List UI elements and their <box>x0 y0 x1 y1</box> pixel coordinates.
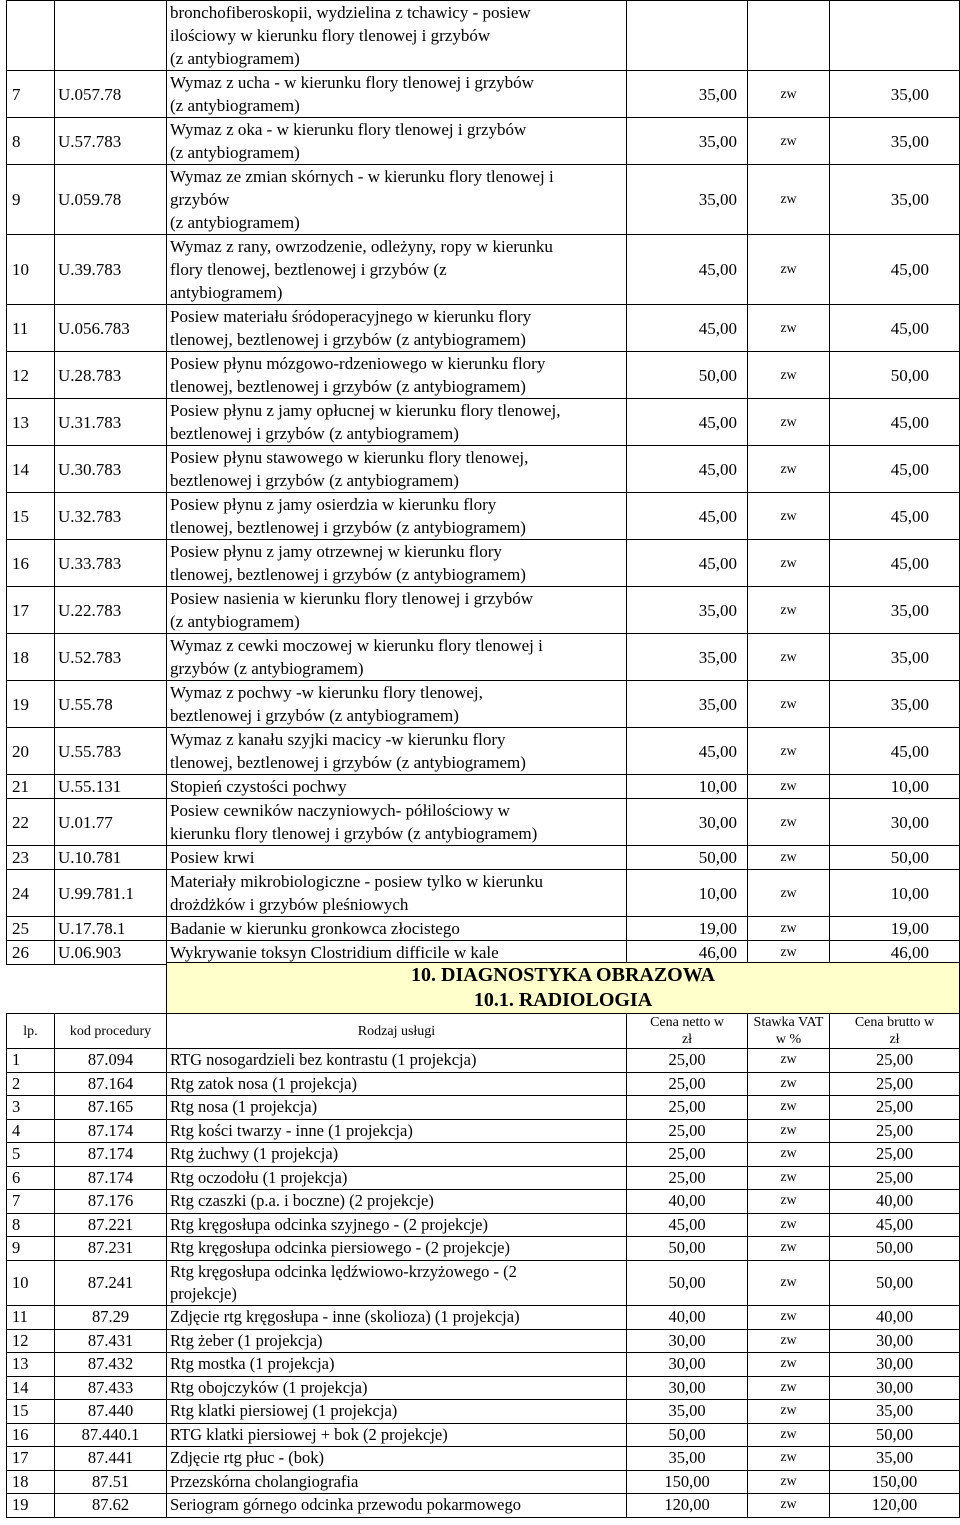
row-code: U.33.783 <box>55 540 167 587</box>
row-code: 87.440 <box>55 1400 167 1424</box>
row-price-brutto: 35,00 <box>830 1447 960 1471</box>
row-description: Przezskórna cholangiografia <box>167 1470 627 1494</box>
row-vat: zw <box>748 305 830 352</box>
table-row <box>7 1166 960 1190</box>
table-row <box>7 1143 960 1167</box>
row-price-brutto: 40,00 <box>830 1306 960 1330</box>
row-description: Wymaz z oka - w kierunku flory tlenowej i grzybów (z antybiogramem) <box>167 118 627 165</box>
row-vat: zw <box>748 1260 830 1306</box>
table-row <box>7 71 960 118</box>
row-code: U.056.783 <box>55 305 167 352</box>
table-row <box>7 352 960 399</box>
row-price-netto: 50,00 <box>627 1423 748 1447</box>
row-code: U.01.77 <box>55 799 167 846</box>
row-description: Posiew płynu z jamy opłucnej w kierunku flory tlenowej, beztlenowej i grzybów (z antybiogramem) <box>167 399 627 446</box>
row-vat: zw <box>748 1447 830 1471</box>
row-lp: 11 <box>7 305 55 352</box>
table-row <box>7 1237 960 1261</box>
row-code: U.32.783 <box>55 493 167 540</box>
row-code: 87.440.1 <box>55 1423 167 1447</box>
row-code: U.057.78 <box>55 71 167 118</box>
row-description: bronchofiberoskopii, wydzielina z tchawicy - posiew ilościowy w kierunku flory tlenowej i grzybów (z antybiogramem) <box>167 1 627 71</box>
row-code: 87.62 <box>55 1494 167 1518</box>
row-lp: 2 <box>7 1072 55 1096</box>
row-description: Rtg klatki piersiowej (1 projekcja) <box>167 1400 627 1424</box>
row-price-netto: 25,00 <box>627 1143 748 1167</box>
row-lp: 12 <box>7 352 55 399</box>
table-row <box>7 118 960 165</box>
row-vat: zw <box>748 446 830 493</box>
row-vat: zw <box>748 1213 830 1237</box>
row-price-netto: 40,00 <box>627 1190 748 1214</box>
row-code: U.57.783 <box>55 118 167 165</box>
row-lp: 11 <box>7 1306 55 1330</box>
row-lp: 15 <box>7 493 55 540</box>
row-lp: 1 <box>7 1049 55 1073</box>
row-lp: 6 <box>7 1166 55 1190</box>
row-lp: 10 <box>7 235 55 305</box>
table-row <box>7 399 960 446</box>
row-code: 87.29 <box>55 1306 167 1330</box>
row-price-netto: 30,00 <box>627 1329 748 1353</box>
section-title-row <box>7 963 960 1014</box>
row-price-netto: 45,00 <box>627 446 748 493</box>
row-lp: 25 <box>7 917 55 941</box>
table-row <box>7 493 960 540</box>
row-description: Posiew płynu stawowego w kierunku flory tlenowej, beztlenowej i grzybów (z antybiogramem) <box>167 446 627 493</box>
header-brutto: Cena brutto w zł <box>830 1014 960 1049</box>
row-vat: zw <box>748 728 830 775</box>
row-lp <box>7 1 55 71</box>
table-header-row <box>7 1014 960 1049</box>
row-code: U.99.781.1 <box>55 870 167 917</box>
table-row <box>7 1213 960 1237</box>
row-price-netto: 45,00 <box>627 399 748 446</box>
header-code: kod procedury <box>55 1014 167 1049</box>
row-description: Posiew płynu mózgowo-rdzeniowego w kierunku flory tlenowej, beztlenowej i grzybów (z antybiogramem) <box>167 352 627 399</box>
row-price-netto: 35,00 <box>627 1400 748 1424</box>
row-description: Rtg kręgosłupa odcinka szyjnego - (2 projekcje) <box>167 1213 627 1237</box>
row-description: Rtg kości twarzy - inne (1 projekcja) <box>167 1119 627 1143</box>
row-vat <box>748 1 830 71</box>
row-price-brutto: 45,00 <box>830 235 960 305</box>
row-price-brutto: 50,00 <box>830 352 960 399</box>
row-vat: zw <box>748 235 830 305</box>
row-description: Stopień czystości pochwy <box>167 775 627 799</box>
row-vat: zw <box>748 1353 830 1377</box>
row-price-brutto: 35,00 <box>830 681 960 728</box>
table-row <box>7 1096 960 1120</box>
row-vat: zw <box>748 1329 830 1353</box>
row-price-brutto: 19,00 <box>830 917 960 941</box>
row-lp: 24 <box>7 870 55 917</box>
row-code: 87.174 <box>55 1119 167 1143</box>
table-row <box>7 446 960 493</box>
row-price-brutto: 50,00 <box>830 1423 960 1447</box>
table-row <box>7 305 960 352</box>
row-price-brutto: 50,00 <box>830 1260 960 1306</box>
row-price-netto: 25,00 <box>627 1072 748 1096</box>
row-vat: zw <box>748 1166 830 1190</box>
row-description: Rtg żuchwy (1 projekcja) <box>167 1143 627 1167</box>
row-price-netto: 30,00 <box>627 799 748 846</box>
row-lp: 8 <box>7 118 55 165</box>
table-row <box>7 1400 960 1424</box>
row-price-brutto: 50,00 <box>830 1237 960 1261</box>
row-description: Posiew cewników naczyniowych- półilościowy w kierunku flory tlenowej i grzybów (z antybiogramem) <box>167 799 627 846</box>
table-row <box>7 728 960 775</box>
row-code: 87.241 <box>55 1260 167 1306</box>
row-price-brutto: 25,00 <box>830 1166 960 1190</box>
row-lp: 9 <box>7 165 55 235</box>
row-description: Wymaz z kanału szyjki macicy -w kierunku flory tlenowej, beztlenowej i grzybów (z antybiogramem) <box>167 728 627 775</box>
row-code: U.10.781 <box>55 846 167 870</box>
row-price-netto: 50,00 <box>627 352 748 399</box>
row-price-netto <box>627 1 748 71</box>
row-description: Badanie w kierunku gronkowca złocistego <box>167 917 627 941</box>
section-subheading: 10.1. RADIOLOGIA <box>473 989 653 1011</box>
row-description: Rtg żeber (1 projekcja) <box>167 1329 627 1353</box>
row-code <box>55 1 167 71</box>
row-price-brutto: 10,00 <box>830 870 960 917</box>
row-vat: zw <box>748 846 830 870</box>
row-code: U.55.131 <box>55 775 167 799</box>
table-row <box>7 1119 960 1143</box>
row-code: 87.221 <box>55 1213 167 1237</box>
row-code: 87.231 <box>55 1237 167 1261</box>
row-vat: zw <box>748 1049 830 1073</box>
table-row <box>7 1 960 71</box>
row-vat: zw <box>748 1096 830 1120</box>
row-price-brutto: 150,00 <box>830 1470 960 1494</box>
row-code: 87.431 <box>55 1329 167 1353</box>
row-lp: 23 <box>7 846 55 870</box>
row-lp: 15 <box>7 1400 55 1424</box>
row-lp: 12 <box>7 1329 55 1353</box>
row-description: RTG klatki piersiowej + bok (2 projekcje) <box>167 1423 627 1447</box>
row-price-netto: 50,00 <box>627 1237 748 1261</box>
row-description: Posiew płynu z jamy otrzewnej w kierunku flory tlenowej, beztlenowej i grzybów (z antybiogramem) <box>167 540 627 587</box>
row-price-brutto: 35,00 <box>830 587 960 634</box>
row-vat: zw <box>748 775 830 799</box>
row-description: Rtg obojczyków (1 projekcja) <box>167 1376 627 1400</box>
row-vat: zw <box>748 1237 830 1261</box>
table-row <box>7 540 960 587</box>
row-vat: zw <box>748 71 830 118</box>
row-code: 87.165 <box>55 1096 167 1120</box>
row-price-brutto: 45,00 <box>830 493 960 540</box>
row-vat: zw <box>748 118 830 165</box>
section-heading: 10. DIAGNOSTYKA OBRAZOWA <box>411 964 715 986</box>
row-price-netto: 10,00 <box>627 870 748 917</box>
row-price-brutto: 45,00 <box>830 399 960 446</box>
radiology-price-table <box>6 962 960 1518</box>
row-price-brutto: 30,00 <box>830 1329 960 1353</box>
row-vat: zw <box>748 1119 830 1143</box>
row-description: Zdjęcie rtg płuc - (bok) <box>167 1447 627 1471</box>
row-vat: zw <box>748 1190 830 1214</box>
table-row <box>7 1423 960 1447</box>
header-vat: Stawka VAT w % <box>748 1014 830 1049</box>
row-code: U.17.78.1 <box>55 917 167 941</box>
row-price-netto: 30,00 <box>627 1353 748 1377</box>
row-code: U.30.783 <box>55 446 167 493</box>
row-price-netto: 46,00 <box>627 941 748 965</box>
row-vat: zw <box>748 352 830 399</box>
row-price-netto: 35,00 <box>627 681 748 728</box>
row-code: 87.441 <box>55 1447 167 1471</box>
row-lp: 17 <box>7 1447 55 1471</box>
row-price-netto: 45,00 <box>627 728 748 775</box>
row-lp: 26 <box>7 941 55 965</box>
row-price-brutto: 46,00 <box>830 941 960 965</box>
table-row <box>7 775 960 799</box>
table-row <box>7 846 960 870</box>
row-vat: zw <box>748 399 830 446</box>
table-row <box>7 1049 960 1073</box>
table-row <box>7 681 960 728</box>
table-row <box>7 1470 960 1494</box>
row-lp: 16 <box>7 540 55 587</box>
row-description: Rtg nosa (1 projekcja) <box>167 1096 627 1120</box>
table-row <box>7 1494 960 1518</box>
row-lp: 8 <box>7 1213 55 1237</box>
row-lp: 19 <box>7 1494 55 1518</box>
row-price-netto: 45,00 <box>627 1213 748 1237</box>
row-vat: zw <box>748 587 830 634</box>
row-vat: zw <box>748 1306 830 1330</box>
row-vat: zw <box>748 1143 830 1167</box>
row-price-brutto: 40,00 <box>830 1190 960 1214</box>
row-vat: zw <box>748 540 830 587</box>
row-description: Zdjęcie rtg kręgosłupa - inne (skolioza) (1 projekcja) <box>167 1306 627 1330</box>
table-row <box>7 1353 960 1377</box>
row-vat: zw <box>748 1470 830 1494</box>
table-row <box>7 1190 960 1214</box>
table-row <box>7 917 960 941</box>
row-code: U.31.783 <box>55 399 167 446</box>
table-row <box>7 634 960 681</box>
row-price-brutto: 25,00 <box>830 1119 960 1143</box>
row-price-netto: 45,00 <box>627 305 748 352</box>
row-lp: 18 <box>7 1470 55 1494</box>
row-price-brutto: 30,00 <box>830 1353 960 1377</box>
row-description: Posiew nasienia w kierunku flory tlenowej i grzybów (z antybiogramem) <box>167 587 627 634</box>
row-price-netto: 25,00 <box>627 1096 748 1120</box>
row-price-brutto: 45,00 <box>830 446 960 493</box>
row-code: 87.174 <box>55 1166 167 1190</box>
table-row <box>7 1447 960 1471</box>
row-vat: zw <box>748 681 830 728</box>
row-description: Rtg zatok nosa (1 projekcja) <box>167 1072 627 1096</box>
row-code: 87.176 <box>55 1190 167 1214</box>
row-price-brutto: 50,00 <box>830 846 960 870</box>
row-code: U.059.78 <box>55 165 167 235</box>
row-lp: 22 <box>7 799 55 846</box>
row-description: Wymaz z ucha - w kierunku flory tlenowej i grzybów (z antybiogramem) <box>167 71 627 118</box>
table-row <box>7 1260 960 1306</box>
row-description: RTG nosogardzieli bez kontrastu (1 projekcja) <box>167 1049 627 1073</box>
row-price-brutto: 35,00 <box>830 118 960 165</box>
row-vat: zw <box>748 1072 830 1096</box>
table-row <box>7 587 960 634</box>
row-price-brutto: 30,00 <box>830 799 960 846</box>
row-description: Rtg kręgosłupa odcinka lędźwiowo-krzyżowego - (2 projekcje) <box>167 1260 627 1306</box>
table-row <box>7 1329 960 1353</box>
row-price-brutto: 25,00 <box>830 1072 960 1096</box>
table-row <box>7 941 960 965</box>
row-lp: 16 <box>7 1423 55 1447</box>
row-description: Materiały mikrobiologiczne - posiew tylko w kierunku drożdżków i grzybów pleśniowych <box>167 870 627 917</box>
section-title <box>167 963 960 1014</box>
row-vat: zw <box>748 917 830 941</box>
row-price-netto: 120,00 <box>627 1494 748 1518</box>
row-lp: 21 <box>7 775 55 799</box>
row-price-netto: 35,00 <box>627 587 748 634</box>
row-vat: zw <box>748 1494 830 1518</box>
row-lp: 7 <box>7 1190 55 1214</box>
row-price-brutto: 35,00 <box>830 1400 960 1424</box>
row-code: U.55.78 <box>55 681 167 728</box>
table-row <box>7 165 960 235</box>
row-description: Wymaz z cewki moczowej w kierunku flory tlenowej i grzybów (z antybiogramem) <box>167 634 627 681</box>
row-price-brutto: 25,00 <box>830 1096 960 1120</box>
row-lp: 4 <box>7 1119 55 1143</box>
row-description: Rtg oczodołu (1 projekcja) <box>167 1166 627 1190</box>
row-description: Wymaz z rany, owrzodzenie, odleżyny, ropy w kierunku flory tlenowej, beztlenowej i grzybów (z antybiogramem) <box>167 235 627 305</box>
row-description: Posiew materiału śródoperacyjnego w kierunku flory tlenowej, beztlenowej i grzybów (z antybiogramem) <box>167 305 627 352</box>
table-row <box>7 799 960 846</box>
row-code: 87.094 <box>55 1049 167 1073</box>
row-price-brutto: 35,00 <box>830 634 960 681</box>
row-code: U.22.783 <box>55 587 167 634</box>
row-vat: zw <box>748 1423 830 1447</box>
row-code: 87.164 <box>55 1072 167 1096</box>
row-description: Posiew krwi <box>167 846 627 870</box>
row-price-brutto: 45,00 <box>830 728 960 775</box>
row-vat: zw <box>748 493 830 540</box>
row-price-brutto <box>830 1 960 71</box>
row-price-netto: 25,00 <box>627 1166 748 1190</box>
row-vat: zw <box>748 1376 830 1400</box>
table-row <box>7 870 960 917</box>
row-description: Wymaz ze zmian skórnych - w kierunku flory tlenowej i grzybów (z antybiogramem) <box>167 165 627 235</box>
row-lp: 17 <box>7 587 55 634</box>
row-price-netto: 35,00 <box>627 118 748 165</box>
microbiology-price-table <box>6 0 960 965</box>
row-price-brutto: 120,00 <box>830 1494 960 1518</box>
row-description: Wymaz z pochwy -w kierunku flory tlenowej, beztlenowej i grzybów (z antybiogramem) <box>167 681 627 728</box>
header-name: Rodzaj usługi <box>167 1014 627 1049</box>
row-price-netto: 25,00 <box>627 1119 748 1143</box>
row-code: U.39.783 <box>55 235 167 305</box>
row-code: 87.51 <box>55 1470 167 1494</box>
row-price-brutto: 45,00 <box>830 540 960 587</box>
row-vat: zw <box>748 941 830 965</box>
row-price-netto: 35,00 <box>627 634 748 681</box>
table-row <box>7 1072 960 1096</box>
row-lp: 18 <box>7 634 55 681</box>
row-price-brutto: 25,00 <box>830 1049 960 1073</box>
row-lp: 13 <box>7 1353 55 1377</box>
row-lp: 20 <box>7 728 55 775</box>
table-row <box>7 1306 960 1330</box>
row-vat: zw <box>748 799 830 846</box>
row-lp: 13 <box>7 399 55 446</box>
row-lp: 14 <box>7 446 55 493</box>
row-code: U.28.783 <box>55 352 167 399</box>
row-vat: zw <box>748 165 830 235</box>
row-description: Rtg mostka (1 projekcja) <box>167 1353 627 1377</box>
row-code: U.55.783 <box>55 728 167 775</box>
row-price-netto: 25,00 <box>627 1049 748 1073</box>
row-price-netto: 30,00 <box>627 1376 748 1400</box>
row-lp: 3 <box>7 1096 55 1120</box>
table-row <box>7 1376 960 1400</box>
row-price-netto: 45,00 <box>627 540 748 587</box>
row-description: Seriogram górnego odcinka przewodu pokarmowego <box>167 1494 627 1518</box>
row-code: U.06.903 <box>55 941 167 965</box>
row-lp: 14 <box>7 1376 55 1400</box>
row-price-netto: 45,00 <box>627 235 748 305</box>
row-price-brutto: 45,00 <box>830 305 960 352</box>
row-price-netto: 50,00 <box>627 1260 748 1306</box>
row-code: 87.174 <box>55 1143 167 1167</box>
row-lp: 9 <box>7 1237 55 1261</box>
header-lp: lp. <box>7 1014 55 1049</box>
row-price-netto: 45,00 <box>627 493 748 540</box>
row-price-brutto: 25,00 <box>830 1143 960 1167</box>
row-vat: zw <box>748 870 830 917</box>
row-lp: 19 <box>7 681 55 728</box>
row-price-brutto: 45,00 <box>830 1213 960 1237</box>
row-description: Posiew płynu z jamy osierdzia w kierunku flory tlenowej, beztlenowej i grzybów (z antybiogramem) <box>167 493 627 540</box>
header-netto: Cena netto w zł <box>627 1014 748 1049</box>
row-price-brutto: 35,00 <box>830 71 960 118</box>
row-price-netto: 19,00 <box>627 917 748 941</box>
row-lp: 7 <box>7 71 55 118</box>
row-lp: 5 <box>7 1143 55 1167</box>
row-lp: 10 <box>7 1260 55 1306</box>
row-price-netto: 35,00 <box>627 71 748 118</box>
row-code: U.52.783 <box>55 634 167 681</box>
row-price-netto: 35,00 <box>627 165 748 235</box>
row-description: Wykrywanie toksyn Clostridium difficile w kale <box>167 941 627 965</box>
row-price-netto: 150,00 <box>627 1470 748 1494</box>
row-code: 87.433 <box>55 1376 167 1400</box>
row-price-brutto: 10,00 <box>830 775 960 799</box>
row-price-brutto: 35,00 <box>830 165 960 235</box>
row-price-netto: 50,00 <box>627 846 748 870</box>
row-vat: zw <box>748 634 830 681</box>
row-code: 87.432 <box>55 1353 167 1377</box>
table-row <box>7 235 960 305</box>
row-price-netto: 40,00 <box>627 1306 748 1330</box>
row-price-brutto: 30,00 <box>830 1376 960 1400</box>
row-description: Rtg kręgosłupa odcinka piersiowego - (2 projekcje) <box>167 1237 627 1261</box>
row-description: Rtg czaszki (p.a. i boczne) (2 projekcje) <box>167 1190 627 1214</box>
row-price-netto: 35,00 <box>627 1447 748 1471</box>
row-vat: zw <box>748 1400 830 1424</box>
row-price-netto: 10,00 <box>627 775 748 799</box>
